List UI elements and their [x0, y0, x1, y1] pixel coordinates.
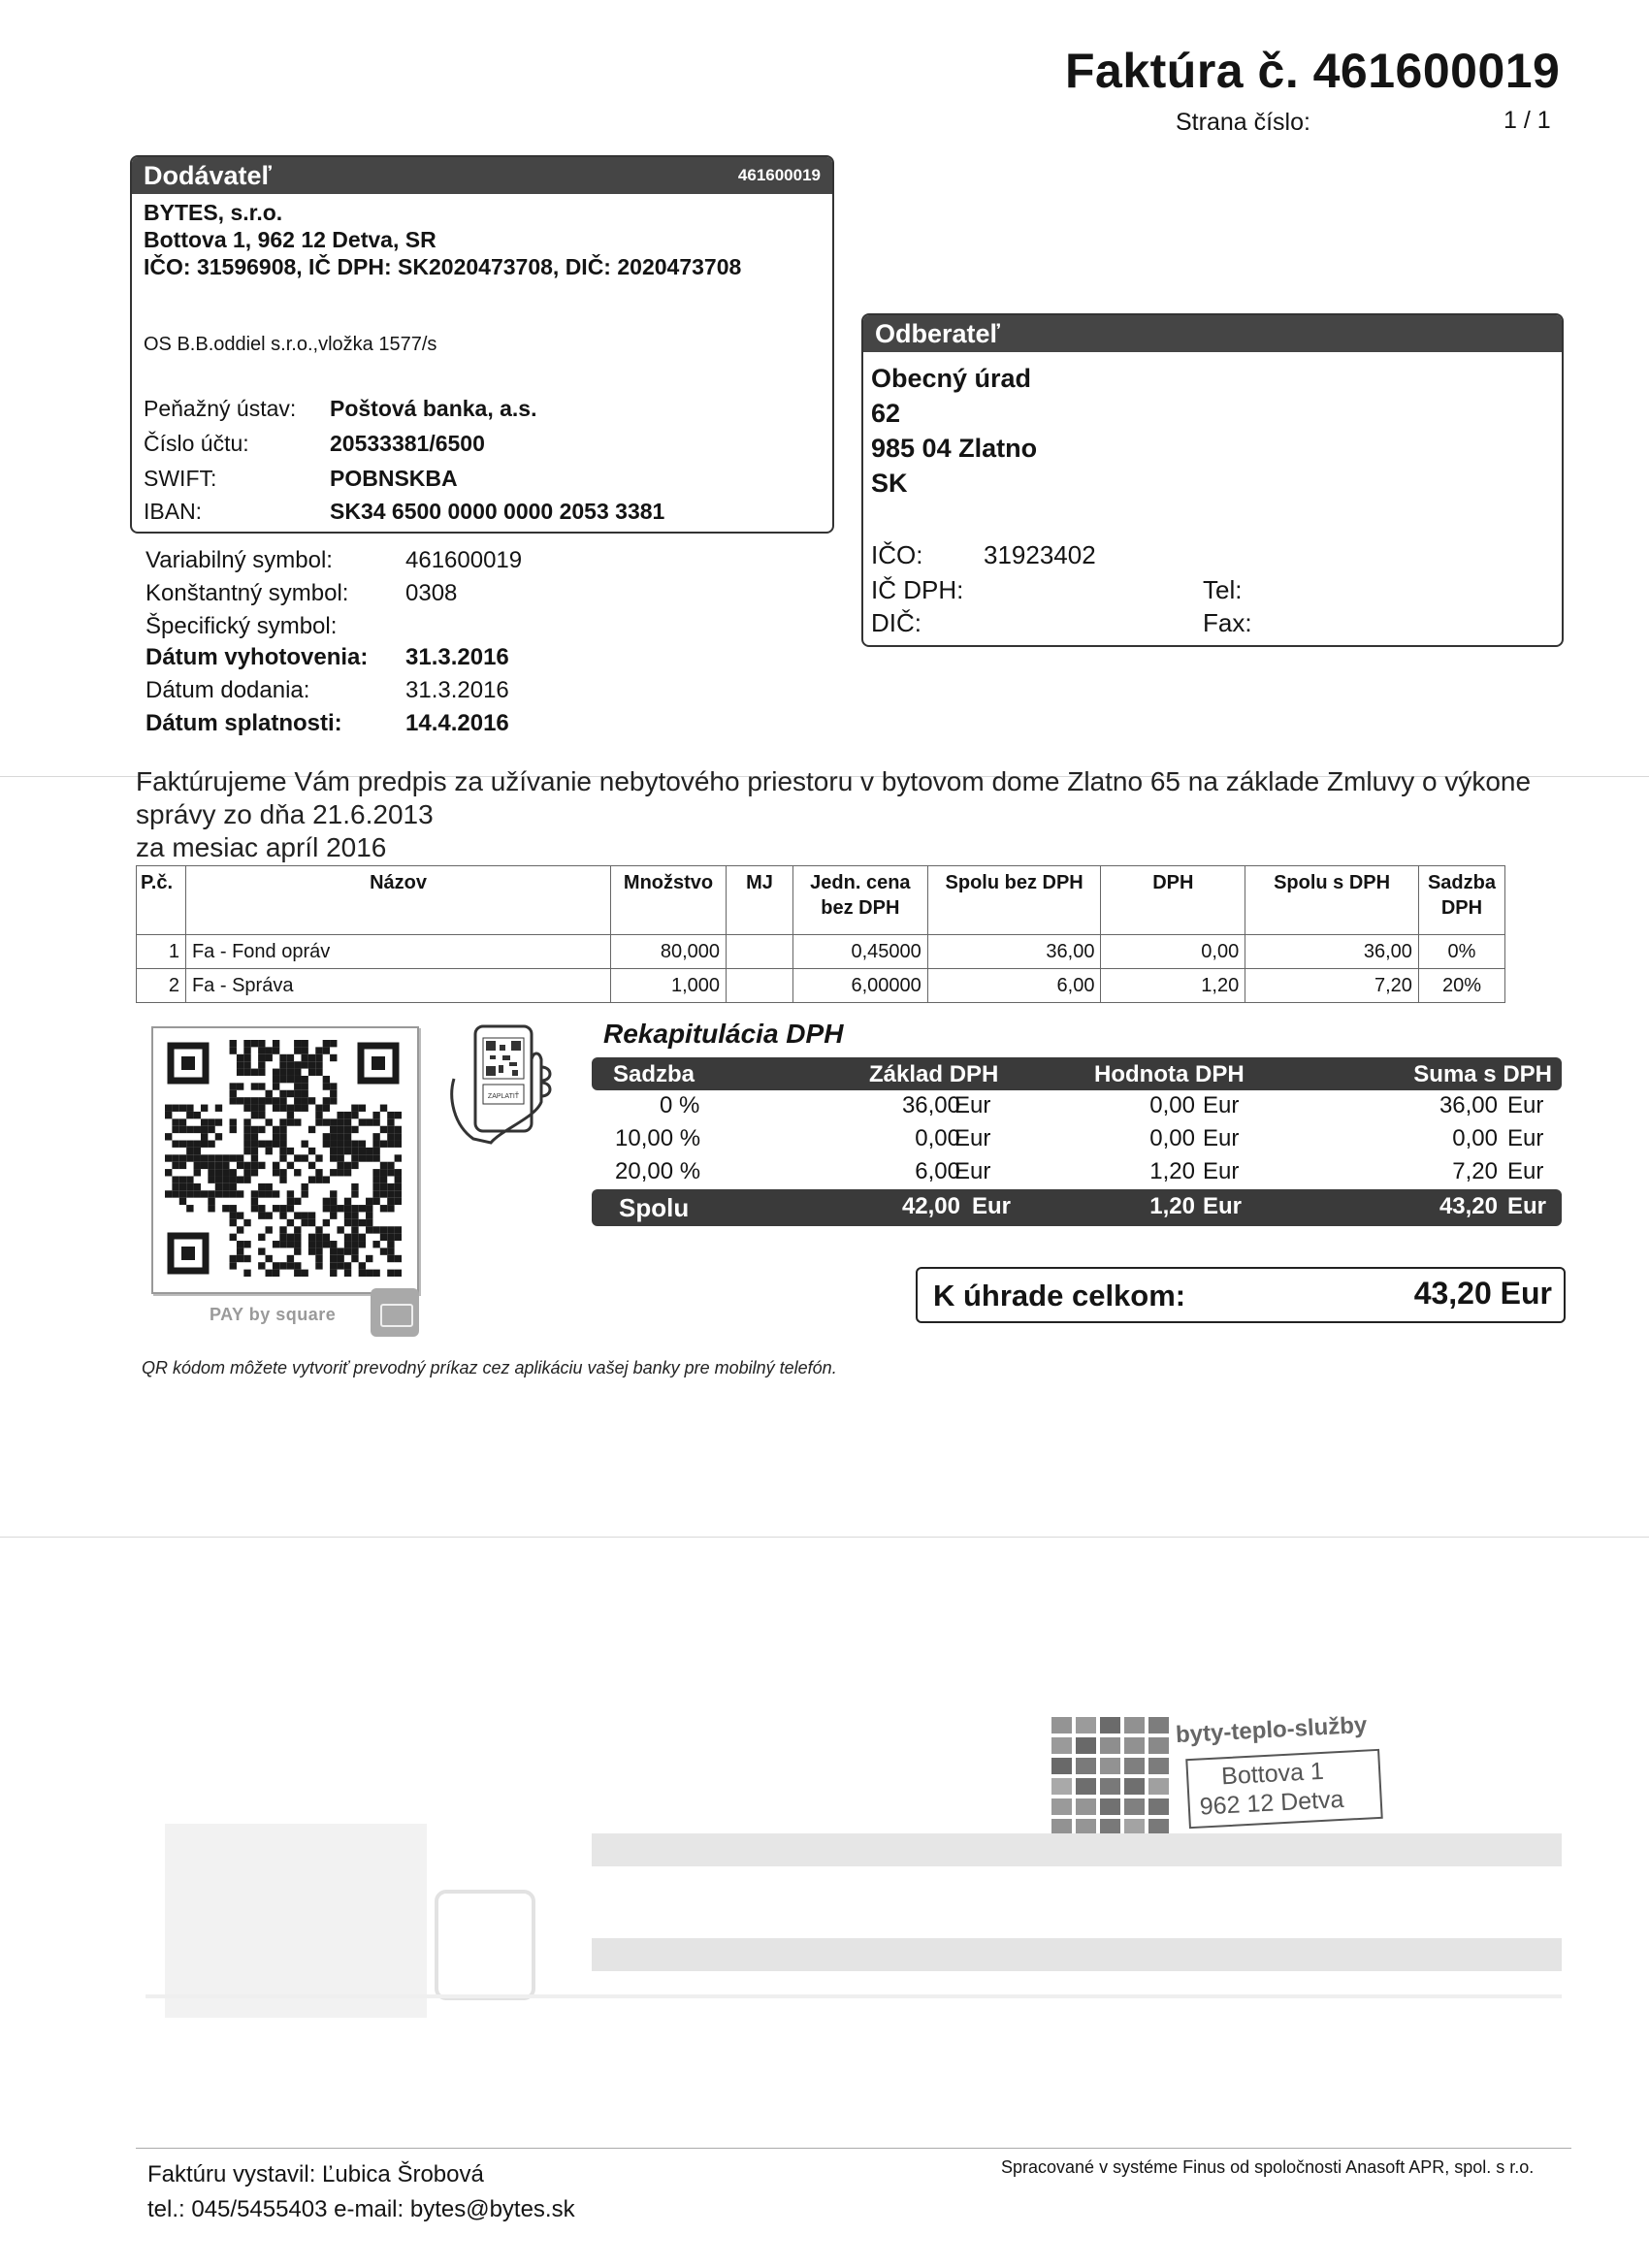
col-total-vat: Spolu s DPH	[1245, 866, 1419, 935]
row-qty: 80,000	[611, 935, 727, 969]
phone-icon	[444, 1021, 570, 1147]
col-rate-1: Sadzba	[1427, 872, 1496, 893]
customer-city: 985 04 Zlatno	[871, 434, 1038, 463]
constant-symbol-label: Konštantný symbol:	[146, 580, 349, 606]
recap-title: Rekapitulácia DPH	[603, 1019, 844, 1049]
recap-header-total: Suma s DPH	[1413, 1061, 1552, 1087]
recap-base-currency: Eur	[954, 1125, 991, 1151]
col-unit-price-2: bez DPH	[821, 897, 900, 919]
constant-symbol-value: 0308	[405, 580, 458, 606]
recap-sum-vat-currency: Eur	[1203, 1193, 1243, 1219]
supplier-ids: IČO: 31596908, IČ DPH: SK2020473708, DIČ: 2020473708	[144, 254, 742, 279]
col-unit: MJ	[727, 866, 793, 935]
phone-pay-label: ZAPLATIŤ	[487, 1093, 520, 1100]
col-name: Názov	[185, 866, 610, 935]
table-row	[137, 969, 1505, 1003]
recap-vat-currency: Eur	[1203, 1158, 1240, 1184]
recap-rate: 0 %	[660, 1092, 700, 1118]
row-vat: 0,00	[1101, 935, 1245, 969]
recap-vat: 1,20	[1149, 1158, 1195, 1184]
col-rate-2: DPH	[1440, 897, 1483, 919]
customer-box	[861, 313, 1564, 647]
recap-base-currency: Eur	[954, 1158, 991, 1184]
recap-header-base: Základ DPH	[869, 1061, 999, 1087]
iban-label: IBAN:	[144, 499, 203, 524]
supplier-invoice-ref: 461600019	[737, 166, 821, 184]
row-unit-price: 0,45000	[792, 935, 927, 969]
col-total-no-vat: Spolu bez DPH	[927, 866, 1101, 935]
recap-total-currency: Eur	[1507, 1125, 1544, 1151]
row-rate: 20%	[1418, 969, 1504, 1003]
issue-date-label: Dátum vyhotovenia:	[146, 644, 369, 670]
row-rate: 0%	[1418, 935, 1504, 969]
recap-vat-currency: Eur	[1203, 1092, 1240, 1118]
pay-by-square-icon	[371, 1288, 419, 1337]
recap-rate: 20,00 %	[615, 1158, 701, 1184]
account-value: 20533381/6500	[330, 431, 485, 456]
row-pc: 2	[137, 969, 186, 1003]
col-vat: DPH	[1101, 866, 1245, 935]
stamp-brand: byty-teplo-služby	[1175, 1711, 1368, 1749]
col-pc: P.č.	[137, 866, 186, 935]
row-unit	[727, 969, 793, 1003]
customer-icdph-label: IČ DPH:	[871, 575, 964, 604]
total-payable-label: K úhrade celkom:	[933, 1279, 1186, 1312]
items-table	[136, 865, 1505, 1003]
recap-row	[592, 1125, 1562, 1158]
row-pc: 1	[137, 935, 186, 969]
delivery-date-label: Dátum dodania:	[146, 677, 310, 703]
total-payable-value: 43,20 Eur	[1413, 1276, 1552, 1311]
bank-value: Poštová banka, a.s.	[330, 396, 537, 421]
col-unit-price	[792, 866, 927, 935]
supplier-registry: OS B.B.oddiel s.r.o.,vložka 1577/s	[144, 334, 437, 355]
iban-value: SK34 6500 0000 0000 2053 3381	[330, 499, 665, 524]
footer-contact: tel.: 045/5455403 e-mail: bytes@bytes.sk	[147, 2196, 575, 2222]
recap-header	[592, 1057, 1562, 1090]
row-total-vat: 7,20	[1245, 969, 1419, 1003]
recap-sum-bar	[592, 1189, 1562, 1226]
footer-issuer: Faktúru vystavil: Ľubica Šrobová	[147, 2161, 484, 2187]
due-date-value: 14.4.2016	[405, 710, 509, 736]
recap-rate: 10,00 %	[615, 1125, 701, 1151]
row-total-vat: 36,00	[1245, 935, 1419, 969]
row-qty: 1,000	[611, 969, 727, 1003]
swift-value: POBNSKBA	[330, 466, 458, 491]
recap-base: 6,00	[915, 1158, 960, 1184]
customer-name: Obecný úrad	[871, 364, 1032, 393]
supplier-heading-label: Dodávateľ	[144, 161, 272, 190]
supplier-heading	[132, 157, 832, 194]
invoice-title: Faktúra č. 461600019	[1065, 44, 1561, 98]
faded-bleed-through	[146, 1824, 1562, 2018]
issue-date-value: 31.3.2016	[405, 644, 509, 670]
recap-sum-total: 43,20	[1439, 1193, 1498, 1219]
customer-ico-value: 31923402	[984, 540, 1096, 569]
delivery-date-value: 31.3.2016	[405, 677, 509, 703]
stamp-address-box	[1185, 1749, 1382, 1829]
page-value: 1 / 1	[1504, 107, 1551, 134]
customer-tel-label: Tel:	[1203, 575, 1243, 604]
row-unit-price: 6,00000	[792, 969, 927, 1003]
footer-divider	[136, 2148, 1571, 2149]
recap-vat-currency: Eur	[1203, 1125, 1240, 1151]
customer-country: SK	[871, 469, 908, 498]
account-label: Číslo účtu:	[144, 431, 249, 456]
row-vat: 1,20	[1101, 969, 1245, 1003]
customer-fax-label: Fax:	[1203, 608, 1252, 637]
pay-by-square-label: PAY by square	[210, 1305, 337, 1324]
col-unit-price-1: Jedn. cena	[810, 872, 911, 893]
items-table-header	[137, 866, 1505, 935]
intro-line-1: Faktúrujeme Vám predpis za užívanie nebytového priestoru v bytovom dome Zlatno 65 na základe Zmluvy o výkone	[136, 766, 1532, 796]
footer-system-note: Spracované v systéme Finus od spoločnosti Anasoft APR, spol. s r.o.	[1001, 2157, 1535, 2177]
recap-total: 0,00	[1452, 1125, 1498, 1151]
recap-total: 36,00	[1439, 1092, 1498, 1118]
recap-header-rate: Sadzba	[613, 1061, 695, 1087]
recap-row	[592, 1092, 1562, 1125]
recap-base: 0,00	[915, 1125, 960, 1151]
bank-label: Peňažný ústav:	[144, 396, 297, 421]
fold-line	[0, 1537, 1649, 1538]
recap-total-currency: Eur	[1507, 1158, 1544, 1184]
recap-vat: 0,00	[1149, 1092, 1195, 1118]
row-name: Fa - Správa	[185, 969, 610, 1003]
specific-symbol-label: Špecifický symbol:	[146, 613, 338, 639]
page-label: Strana číslo:	[1176, 109, 1310, 136]
recap-sum-base: 42,00	[901, 1193, 960, 1219]
qr-code-icon	[165, 1040, 402, 1277]
recap-sum-total-currency: Eur	[1507, 1193, 1547, 1219]
customer-street: 62	[871, 399, 901, 428]
col-qty: Množstvo	[611, 866, 727, 935]
recap-base: 36,00	[901, 1092, 960, 1118]
stamp-street: Bottova 1	[1220, 1757, 1325, 1791]
swift-label: SWIFT:	[144, 466, 217, 491]
intro-line-2: správy zo dňa 21.6.2013	[136, 799, 434, 829]
recap-total-currency: Eur	[1507, 1092, 1544, 1118]
supplier-box	[130, 155, 834, 534]
recap-row	[592, 1158, 1562, 1191]
qr-note: QR kódom môžete vytvoriť prevodný príkaz cez aplikáciu vašej banky pre mobilný telefón.	[142, 1358, 837, 1377]
intro-line-3: za mesiac apríl 2016	[136, 832, 387, 862]
customer-ico-label: IČO:	[871, 540, 923, 569]
recap-sum-base-currency: Eur	[972, 1193, 1012, 1219]
recap-header-vat: Hodnota DPH	[1094, 1061, 1245, 1087]
variable-symbol-value: 461600019	[405, 547, 523, 573]
row-total-no-vat: 6,00	[927, 969, 1101, 1003]
recap-vat: 0,00	[1149, 1125, 1195, 1151]
col-rate	[1418, 866, 1504, 935]
recap-total: 7,20	[1452, 1158, 1498, 1184]
row-name: Fa - Fond opráv	[185, 935, 610, 969]
due-date-label: Dátum splatnosti:	[146, 710, 342, 736]
supplier-name: BYTES, s.r.o.	[144, 200, 283, 225]
recap-base-currency: Eur	[954, 1092, 991, 1118]
variable-symbol-label: Variabilný symbol:	[146, 547, 333, 573]
recap-sum-vat: 1,20	[1149, 1193, 1195, 1219]
customer-heading: Odberateľ	[863, 315, 1562, 352]
table-row	[137, 935, 1505, 969]
customer-dic-label: DIČ:	[871, 608, 922, 637]
row-unit	[727, 935, 793, 969]
total-payable-box	[916, 1267, 1566, 1323]
stamp-city: 962 12 Detva	[1199, 1785, 1345, 1821]
row-total-no-vat: 36,00	[927, 935, 1101, 969]
recap-sum-label: Spolu	[619, 1193, 690, 1222]
supplier-address: Bottova 1, 962 12 Detva, SR	[144, 227, 436, 252]
